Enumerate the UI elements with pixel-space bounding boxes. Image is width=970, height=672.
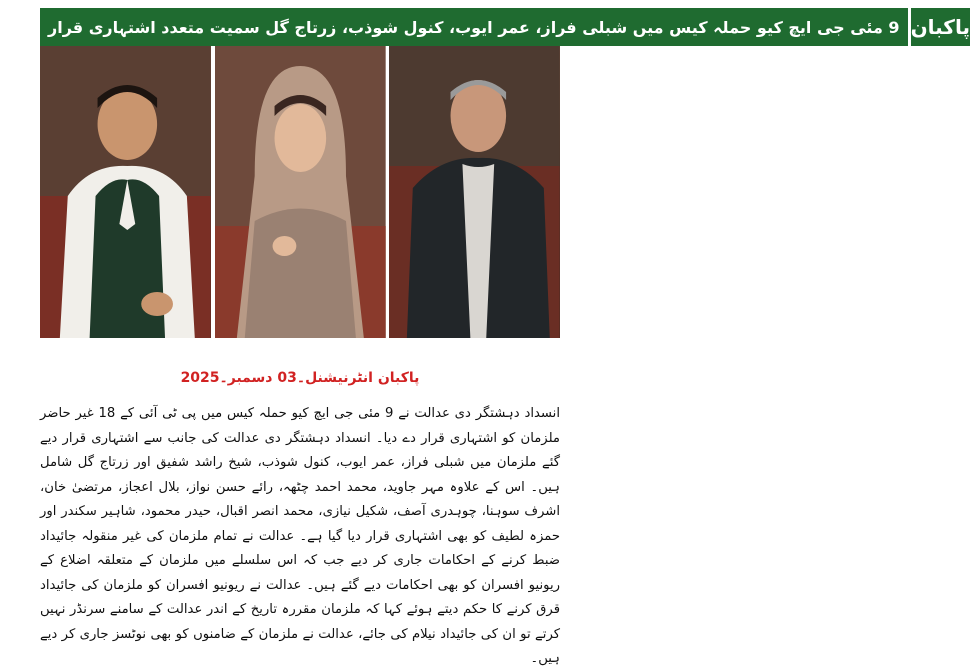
photo-man-dark-jacket — [389, 46, 560, 338]
photo-man-green-waistcoat — [40, 46, 211, 338]
header-banner — [40, 8, 970, 46]
brand-logo: پاکبان — [908, 8, 970, 46]
dateline: پاکبان انٹرنیشنل۔03 دسمبر۔2025 — [180, 370, 420, 386]
photo-woman-headscarf-illustration — [215, 46, 386, 338]
photo-man-dark-jacket-illustration — [389, 46, 560, 338]
article-body: انسداد دہشتگر دی عدالت نے 9 مئی جی ایچ کیو حملہ کیس میں پی ٹی آئی کے 18 غیر حاضر ملزمان کو اشتہاری قرار دے دیا۔ انسداد دہشتگر دی عدالت کی جانب سے اشتہاری قرار دیے گئے ملزمان میں شبلی فراز، عمر ایوب، کنول شوذب، شیخ راشد شفیق اور زرتاج گل شامل ہیں۔ اس کے علاوہ مہر جاوید، محمد احمد چٹھہ، رائے حسن نواز، بلال اعجاز، مرتضیٰ خان، اشرف سوہنا، چوہدری آصف، شکیل نیازی، محمد انصر اقبال، حیدر محمود، شاہیر سکندر اور حمزہ لطیف کو بھی اشتہاری قرار دیا گیا ہے۔ عدالت نے تمام ملزمان کی غیر منقولہ جائیداد ضبط کرنے کے احکامات جاری کر دیے جب کہ اس سلسلے میں ملزمان کے متعلقہ اضلاع کے ریونیو افسران کو بھی احکامات دیے گئے ہیں۔ عدالت نے ریونیو افسران کو ملزمان کی جائیداد قرق کرنے کا حکم دیتے ہوئے کہا کہ ملزمان مقررہ تاریخ کے اندر عدالت کے سامنے سرنڈر نہیں کرتے تو ان کی جائیداد نیلام کی جائے، عدالت نے ملزمان کے ضامنوں کو بھی نوٹسز جاری کر دیے ہیں۔ — [40, 406, 560, 666]
photo-collage — [40, 46, 560, 338]
photo-man-green-waistcoat-illustration — [40, 46, 211, 338]
photo-woman-headscarf — [215, 46, 386, 338]
headline: 9 مئی جی ایچ کیو حملہ کیس میں شبلی فراز، عمر ایوب، کنول شوذب، زرتاج گل سمیت متعدد اشتہاری قرار — [40, 8, 908, 46]
